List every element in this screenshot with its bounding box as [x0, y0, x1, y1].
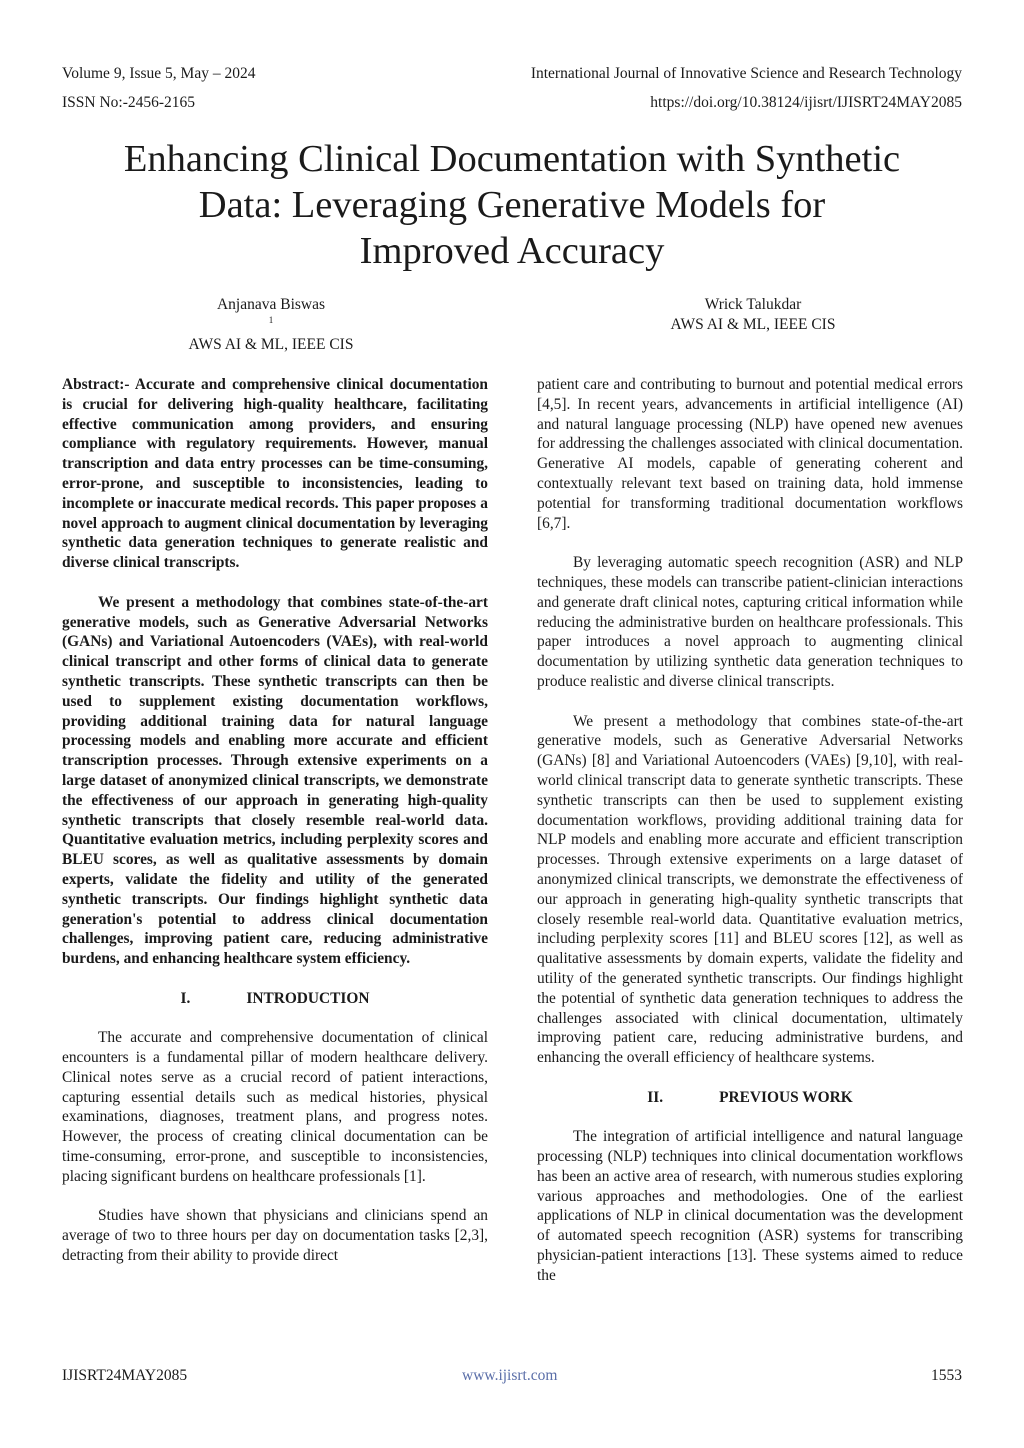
section-number: I.	[180, 989, 191, 1007]
right-column	[537, 375, 963, 1286]
abstract-paragraph-2: We present a methodology that combines state-of-the-art generative models, such as Generative Adversarial Networks (GANs) and Variational Autoencoders (VAEs), with real-world clinical transcript and other forms of clinical data to generate synthetic transcripts. These synthetic transcripts can then be used to supplement existing documentation workflows, providing additional training data for natural language processing models and enabling more accurate and efficient transcription processes. Through extensive experiments on a large dataset of anonymized clinical transcripts, we demonstrate the effectiveness of our approach in generating high-quality synthetic transcripts that closely resemble real-world data. Quantitative evaluation metrics, including perplexity scores and BLEU scores, as well as qualitative assessments by domain experts, validate the fidelity and utility of the generated synthetic transcripts. Our findings highlight synthetic data generation's potential to address clinical documentation challenges, improving patient care, reducing administrative burdens, and enhancing healthcare system efficiency.	[62, 593, 488, 968]
section-heading-previous-work	[537, 1088, 963, 1108]
title-line-2: Data: Leveraging Generative Models for	[198, 184, 826, 226]
title-line-1: Enhancing Clinical Documentation with Synthetic	[123, 138, 901, 180]
issn: ISSN No:-2456-2165	[62, 94, 196, 111]
doi-link[interactable]: https://doi.org/10.38124/ijisrt/IJISRT24MAY2085	[650, 94, 962, 111]
section-title: INTRODUCTION	[246, 989, 370, 1007]
section-heading-introduction	[62, 989, 488, 1009]
author-2-name: Wrick Talukdar	[704, 296, 802, 313]
page-number: 1553	[931, 1367, 962, 1384]
author-1-name: Anjanava Biswas	[216, 296, 326, 313]
left-column	[62, 375, 488, 1266]
previous-work-paragraph-1: The integration of artificial intelligence and natural language processing (NLP) techniques into clinical documentation workflows has been an active area of research, with numerous studies exploring various approaches and methodologies. One of the earliest applications of NLP in clinical documentation was the development of automated speech recognition (ASR) systems for transcribing physician-patient interactions [13]. These systems aimed to reduce the	[537, 1128, 963, 1284]
intro-paragraph-1: The accurate and comprehensive documentation of clinical encounters is a fundamental pillar of modern healthcare delivery. Clinical notes serve as a crucial record of patient interactions, capturing essential details such as medical histories, physical examinations, diagnoses, treatment plans, and progress notes. However, the process of creating clinical documentation can be time-consuming, error-prone, and susceptible to inconsistencies, placing significant burdens on healthcare professionals [1].	[62, 1029, 488, 1185]
intro-paragraph-3: By leveraging automatic speech recognition (ASR) and NLP techniques, these models can transcribe patient-clinician interactions and generate draft clinical notes, capturing critical information while reducing the administrative burden on healthcare professionals. This paper introduces a novel approach to augmenting clinical documentation by utilizing synthetic data generation techniques to produce realistic and diverse clinical transcripts.	[537, 554, 963, 690]
title-line-3: Improved Accuracy	[359, 230, 665, 272]
section-number: II.	[647, 1088, 664, 1106]
intro-paragraph-2: Studies have shown that physicians and clinicians spend an average of two to three hours per day on documentation tasks [2,3], detracting from their ability to provide direct	[62, 1207, 488, 1265]
author-1-affiliation-mark: 1	[268, 314, 274, 325]
footer-paper-id: IJISRT24MAY2085	[62, 1367, 188, 1384]
author-2	[603, 295, 903, 335]
footer-website-link[interactable]: www.ijisrt.com	[462, 1367, 558, 1384]
section-title: PREVIOUS WORK	[719, 1088, 853, 1106]
paper-title	[60, 136, 964, 274]
journal-name: International Journal of Innovative Science and Research Technology	[530, 65, 962, 82]
abstract-paragraph-1: Abstract:- Accurate and comprehensive clinical documentation is crucial for delivering high-quality healthcare, facilitating effective communication among providers, and ensuring compliance with regulatory requirements. However, manual transcription and data entry processes can be time-consuming, error-prone, and susceptible to inconsistencies, leading to incomplete or inaccurate medical records. This paper proposes a novel approach to augment clinical documentation by leveraging synthetic data generation techniques to generate realistic and diverse clinical transcripts.	[62, 376, 488, 572]
intro-paragraph-2-continued: patient care and contributing to burnout and potential medical errors [4,5]. In recent years, advancements in artificial intelligence (AI) and natural language processing (NLP) have opened new avenues for addressing the challenges associated with clinical documentation. Generative AI models, capable of generating coherent and contextually relevant text based on training data, hold immense potential for transforming traditional documentation workflows [6,7].	[537, 376, 963, 532]
author-1	[121, 295, 421, 355]
author-2-affiliation: AWS AI & ML, IEEE CIS	[670, 316, 836, 333]
volume-info: Volume 9, Issue 5, May – 2024	[62, 65, 256, 82]
author-1-affiliation: AWS AI & ML, IEEE CIS	[188, 336, 354, 353]
intro-paragraph-4: We present a methodology that combines state-of-the-art generative models, such as Generative Adversarial Networks (GANs) [8] and Variational Autoencoders (VAEs) [9,10], with real-world clinical transcript data to generate synthetic transcripts. These synthetic transcripts can then be used to supplement existing documentation workflows, providing additional training data for NLP models and enabling more accurate and efficient transcription processes. Through extensive experiments on a large dataset of anonymized clinical transcripts, we demonstrate the effectiveness of our approach in generating high-quality synthetic transcripts that closely resemble real-world data. Quantitative evaluation metrics, including perplexity scores [11] and BLEU scores [12], as well as qualitative assessments by domain experts, validate the fidelity and utility of the generated synthetic transcripts. Our findings highlight the potential of synthetic data generation techniques to address the challenges associated with clinical documentation, ultimately improving patient care, reducing administrative burdens, and enhancing the overall efficiency of healthcare systems.	[537, 712, 963, 1067]
